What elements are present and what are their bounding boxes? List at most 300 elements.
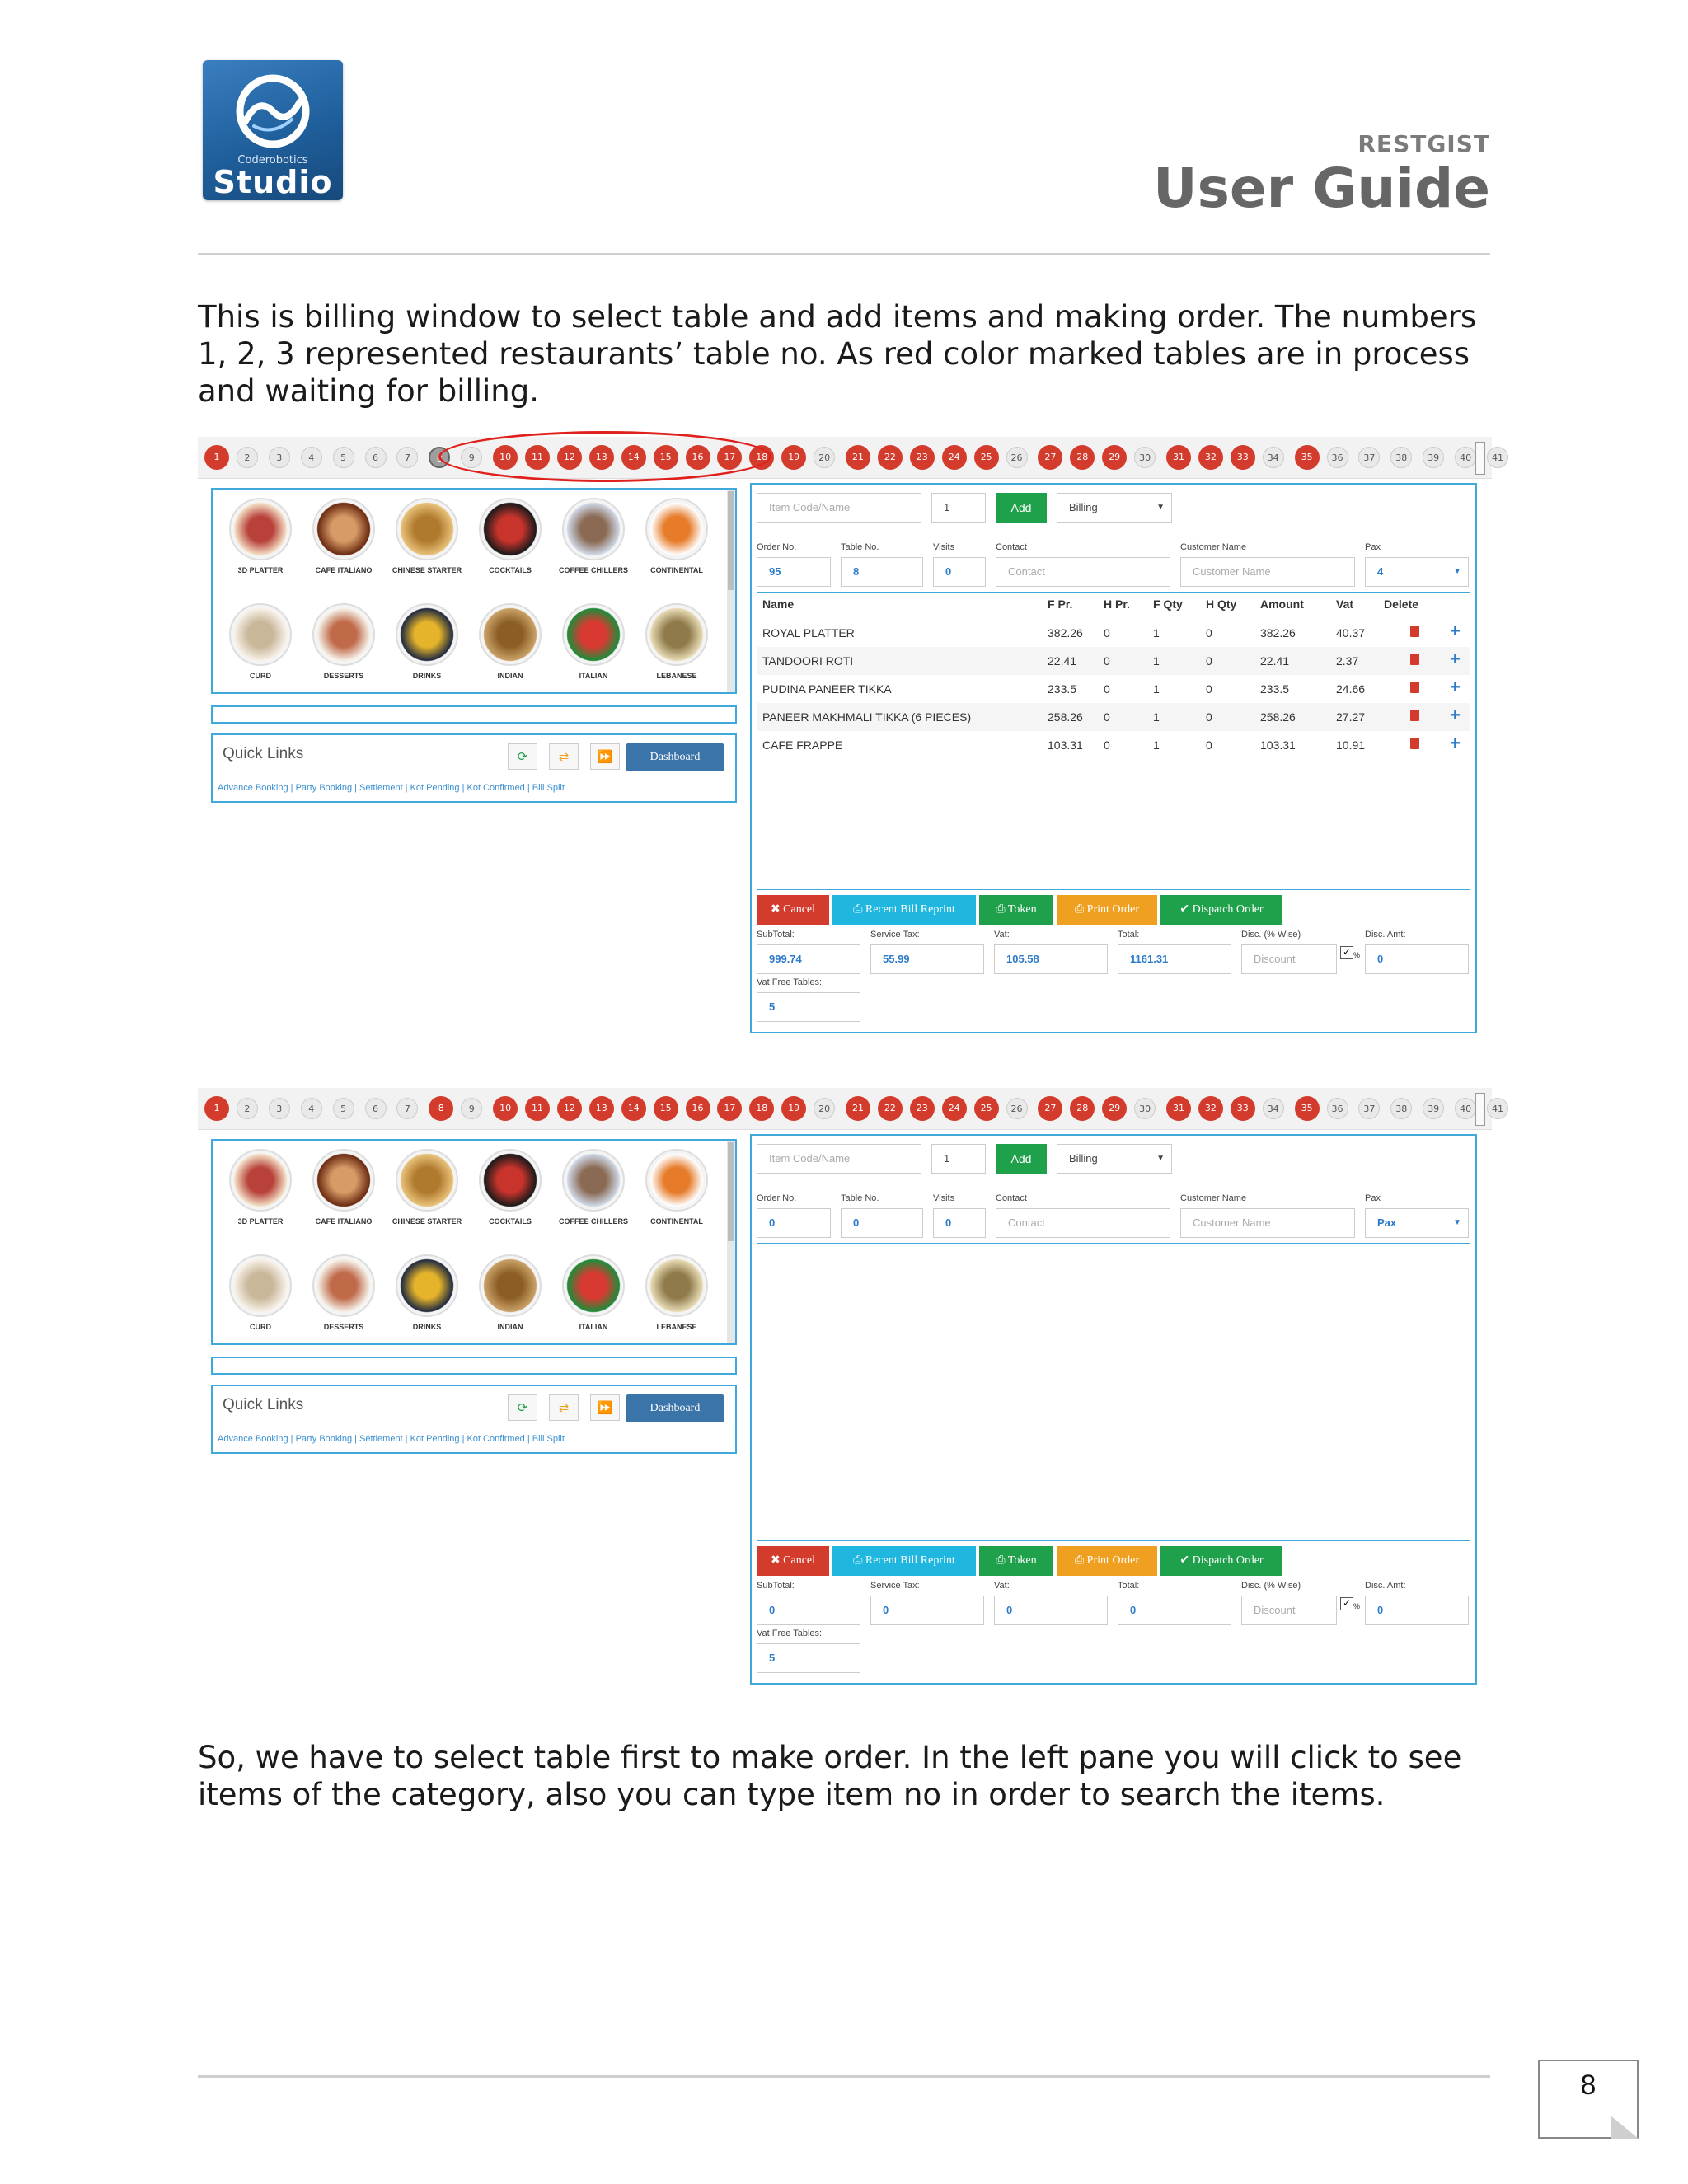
outro-paragraph: So, we have to select table first to make order. In the left pane you will click to see items of the category, also you can type item no in order to search the items.: [198, 1740, 1462, 1812]
category-tile[interactable]: [219, 598, 302, 694]
red-annotation-ring: [438, 431, 771, 482]
table-button-15[interactable]: 15: [654, 1096, 678, 1121]
table-button-8[interactable]: 8: [429, 1096, 453, 1121]
table-button-32[interactable]: 32: [1198, 445, 1223, 470]
table-button-35[interactable]: 35: [1295, 1096, 1320, 1121]
table-button-40[interactable]: 40: [1455, 447, 1476, 468]
token-button[interactable]: ⎙ Token: [979, 1546, 1053, 1576]
category-label: DESSERTS: [323, 672, 364, 680]
service-tax-field: 55.99: [870, 944, 984, 974]
table-button-11[interactable]: 11: [525, 445, 550, 470]
cell-name: PUDINA PANEER TIKKA: [762, 682, 892, 696]
table-button-18[interactable]: 18: [749, 445, 774, 470]
category-tile[interactable]: [219, 493, 302, 590]
table-button-14[interactable]: 14: [621, 445, 646, 470]
category-label: LEBANESE: [656, 672, 697, 680]
table-button-9[interactable]: 9: [461, 1098, 482, 1119]
cell-hpr: 0: [1104, 682, 1110, 696]
table-button-12[interactable]: 12: [557, 1096, 582, 1121]
coffee-cup-icon: [312, 498, 375, 560]
label-order-no: Order No.: [757, 1193, 797, 1203]
category-label: ITALIAN: [579, 672, 608, 680]
label-service-tax: Service Tax:: [870, 1581, 920, 1591]
table-button-5[interactable]: 5: [333, 1098, 354, 1119]
table-button-34[interactable]: 34: [1263, 1098, 1284, 1119]
refresh-icon[interactable]: ⟳: [508, 743, 537, 770]
label-vat: Vat:: [994, 1581, 1010, 1591]
plus-icon[interactable]: +: [1450, 621, 1461, 641]
table-button-41[interactable]: 41: [1487, 447, 1508, 468]
cell-name: ROYAL PLATTER: [762, 626, 855, 640]
cell-fpr: 233.5: [1048, 682, 1077, 696]
table-button-10[interactable]: 10: [493, 1096, 518, 1121]
cell-vat: 2.37: [1336, 654, 1359, 668]
table-button-23[interactable]: 23: [910, 445, 935, 470]
category-tile[interactable]: [552, 1144, 635, 1241]
subtotal-field: 999.74: [757, 944, 860, 974]
trash-icon[interactable]: [1410, 654, 1419, 665]
category-tile[interactable]: [469, 1249, 551, 1345]
scrollbar-thumb[interactable]: [728, 491, 734, 590]
label-service-tax: Service Tax:: [870, 930, 920, 940]
category-label: DRINKS: [412, 1323, 442, 1331]
table-button-33[interactable]: 33: [1231, 445, 1255, 470]
reprint-button[interactable]: ⎙ Recent Bill Reprint: [832, 1546, 976, 1576]
table-selector-bar: [198, 437, 1503, 479]
column-header: H Pr.: [1104, 598, 1130, 611]
category-pane: [211, 488, 737, 694]
item-search-input[interactable]: Item Code/Name: [757, 493, 921, 523]
drinks-bottles-icon: [396, 603, 458, 666]
plus-icon[interactable]: +: [1450, 649, 1461, 669]
quick-links-panel: [211, 733, 737, 803]
category-label: CAFE ITALIANO: [315, 566, 373, 574]
category-scrollbar[interactable]: [727, 490, 735, 692]
cell-hqty: 0: [1206, 626, 1212, 640]
table-button-9[interactable]: 9: [461, 447, 482, 468]
category-items-pane: [211, 1357, 737, 1375]
table-button-6[interactable]: 6: [365, 1098, 387, 1119]
category-tile[interactable]: [635, 1144, 718, 1241]
percent-sign: %: [1353, 951, 1361, 959]
quick-links-list[interactable]: Advance Booking | Party Booking | Settlement | Kot Pending | Kot Confirmed | Bill Split: [218, 1434, 565, 1444]
dashboard-button[interactable]: [626, 1394, 724, 1422]
column-header: H Qty: [1206, 598, 1237, 611]
order-pane: [750, 483, 1477, 1033]
label-vat-free: Vat Free Tables:: [757, 977, 823, 987]
table-button-5[interactable]: 5: [333, 447, 354, 468]
order-no-field[interactable]: 0: [757, 1208, 831, 1238]
category-label: COFFEE CHILLERS: [558, 1217, 628, 1226]
cell-amount: 382.26: [1260, 626, 1296, 640]
discount-amount-field[interactable]: 0: [1365, 1596, 1469, 1625]
table-button-21[interactable]: 21: [846, 445, 870, 470]
table-button-28[interactable]: 28: [1070, 1096, 1095, 1121]
column-header: F Pr.: [1048, 598, 1073, 611]
cell-fpr: 22.41: [1048, 654, 1077, 668]
table-button-22[interactable]: 22: [878, 1096, 903, 1121]
reprint-button[interactable]: ⎙ Recent Bill Reprint: [832, 895, 976, 925]
contact-field[interactable]: Contact: [996, 1208, 1170, 1238]
cloud-logo-icon: [221, 72, 325, 151]
company-logo: [203, 60, 343, 200]
table-button-13[interactable]: 13: [589, 445, 614, 470]
fast-forward-icon[interactable]: ⏩: [590, 1394, 620, 1421]
dashboard-button[interactable]: [626, 743, 724, 771]
cell-fqty: 1: [1153, 654, 1160, 668]
print-order-button[interactable]: ⎙ Print Order: [1057, 1546, 1157, 1576]
coffee-cup-icon: [312, 1149, 375, 1212]
plus-icon[interactable]: +: [1450, 705, 1461, 725]
platter-food-icon: [229, 1149, 292, 1212]
category-label: CURD: [250, 1323, 271, 1331]
billing-mode-select[interactable]: [1057, 1144, 1172, 1174]
category-label: CAFE ITALIANO: [315, 1217, 373, 1226]
table-button-38[interactable]: 38: [1390, 447, 1412, 468]
table-button-17[interactable]: 17: [717, 1096, 742, 1121]
visits-field[interactable]: 0: [933, 557, 986, 587]
category-tile[interactable]: [386, 493, 468, 590]
table-button-16[interactable]: 16: [686, 445, 710, 470]
column-header: Vat: [1336, 598, 1354, 611]
table-button-24[interactable]: 24: [942, 445, 967, 470]
order-items-table: [757, 1243, 1470, 1541]
table-button-1[interactable]: 1: [204, 445, 229, 470]
tables-scrollbar[interactable]: [1475, 442, 1485, 475]
label-customer-name: Customer Name: [1180, 1193, 1247, 1203]
category-tile[interactable]: [552, 1249, 635, 1345]
dispatch-button[interactable]: ✔ Dispatch Order: [1160, 895, 1282, 925]
table-button-21[interactable]: 21: [846, 1096, 870, 1121]
dashboard-label: Dashboard: [649, 751, 701, 763]
table-button-31[interactable]: 31: [1166, 445, 1191, 470]
cell-fpr: 258.26: [1048, 710, 1083, 724]
category-label: CONTINENTAL: [650, 1217, 703, 1226]
table-button-36[interactable]: 36: [1327, 1098, 1348, 1119]
table-button-30[interactable]: 30: [1134, 1098, 1156, 1119]
vat-free-tables-field[interactable]: 5: [757, 1643, 860, 1673]
table-row: [757, 619, 1470, 647]
table-button-12[interactable]: 12: [557, 445, 582, 470]
label-subtotal: SubTotal:: [757, 1581, 795, 1591]
table-button-2[interactable]: 2: [237, 447, 258, 468]
item-search-input[interactable]: Item Code/Name: [757, 1144, 921, 1174]
plus-icon[interactable]: +: [1450, 733, 1461, 753]
table-button-14[interactable]: 14: [621, 1096, 646, 1121]
order-items-table: [757, 592, 1470, 890]
label-total: Total:: [1118, 1581, 1140, 1591]
table-button-20[interactable]: 20: [814, 447, 835, 468]
cell-vat: 10.91: [1336, 738, 1366, 752]
table-button-26[interactable]: 26: [1006, 447, 1028, 468]
dispatch-button[interactable]: ✔ Dispatch Order: [1160, 1546, 1282, 1576]
dashboard-label: Dashboard: [649, 1402, 701, 1414]
brand-name: RESTGIST: [1357, 130, 1490, 157]
table-button-36[interactable]: 36: [1327, 447, 1348, 468]
table-button-4[interactable]: 4: [301, 447, 322, 468]
table-button-13[interactable]: 13: [589, 1096, 614, 1121]
cell-amount: 233.5: [1260, 682, 1290, 696]
table-button-10[interactable]: 10: [493, 445, 518, 470]
billing-mode-select[interactable]: [1057, 493, 1172, 523]
label-vat: Vat:: [994, 930, 1010, 940]
column-header: F Qty: [1153, 598, 1183, 611]
spring-rolls-icon: [396, 1149, 458, 1212]
percent-checkbox[interactable]: ✓: [1340, 1597, 1353, 1610]
table-button-8[interactable]: 8: [429, 447, 450, 468]
total-field: 1161.31: [1118, 944, 1231, 974]
table-button-27[interactable]: 27: [1038, 1096, 1062, 1121]
trash-icon[interactable]: [1410, 710, 1419, 721]
spring-rolls-icon: [396, 498, 458, 560]
category-label: 3D PLATTER: [237, 1217, 284, 1226]
cell-amount: 103.31: [1260, 738, 1296, 752]
label-disc-wise: Disc. (% Wise): [1241, 930, 1301, 940]
category-tile[interactable]: [386, 1144, 468, 1241]
total-field: 0: [1118, 1596, 1231, 1625]
tables-scrollbar[interactable]: [1475, 1093, 1485, 1126]
chevron-down-icon: ▼: [1453, 1218, 1461, 1227]
category-items-pane: [211, 705, 737, 724]
table-button-38[interactable]: 38: [1390, 1098, 1412, 1119]
salad-plate-icon: [645, 1149, 708, 1212]
category-label: INDIAN: [497, 672, 523, 680]
table-button-29[interactable]: 29: [1102, 445, 1127, 470]
category-tile[interactable]: [469, 1144, 551, 1241]
customer-name-field[interactable]: Customer Name: [1180, 1208, 1355, 1238]
drinks-bottles-icon: [396, 1254, 458, 1317]
label-visits: Visits: [933, 542, 955, 552]
table-button-22[interactable]: 22: [878, 445, 903, 470]
logo-small-text: Coderobotics: [237, 154, 308, 166]
fast-forward-icon[interactable]: ⏩: [590, 743, 620, 770]
category-tile[interactable]: [635, 598, 718, 694]
cell-vat: 24.66: [1336, 682, 1366, 696]
category-label: 3D PLATTER: [237, 566, 284, 574]
table-button-41[interactable]: 41: [1487, 1098, 1508, 1119]
label-contact: Contact: [996, 1193, 1027, 1203]
token-button[interactable]: ⎙ Token: [979, 895, 1053, 925]
table-button-31[interactable]: 31: [1166, 1096, 1191, 1121]
contact-field[interactable]: Contact: [996, 557, 1170, 587]
label-table-no: Table No.: [841, 542, 879, 552]
print-order-button[interactable]: ⎙ Print Order: [1057, 895, 1157, 925]
label-pax: Pax: [1365, 1193, 1381, 1203]
table-button-35[interactable]: 35: [1295, 445, 1320, 470]
table-button-39[interactable]: 39: [1423, 447, 1444, 468]
cell-fqty: 1: [1153, 710, 1160, 724]
table-row: [757, 731, 1470, 759]
table-button-18[interactable]: 18: [749, 1096, 774, 1121]
customer-name-field[interactable]: Customer Name: [1180, 557, 1355, 587]
cell-fqty: 1: [1153, 738, 1160, 752]
plus-icon[interactable]: +: [1450, 677, 1461, 697]
page-number: 8: [1580, 2069, 1597, 2101]
table-button-23[interactable]: 23: [910, 1096, 935, 1121]
cancel-button[interactable]: ✖ Cancel: [757, 1546, 829, 1576]
table-no-field[interactable]: 0: [841, 1208, 923, 1238]
indian-curry-icon: [479, 603, 542, 666]
table-button-34[interactable]: 34: [1263, 447, 1284, 468]
category-label: DRINKS: [412, 672, 442, 680]
cell-hqty: 0: [1206, 654, 1212, 668]
iced-coffee-icon: [562, 498, 625, 560]
table-button-32[interactable]: 32: [1198, 1096, 1223, 1121]
table-button-15[interactable]: 15: [654, 445, 678, 470]
category-tile[interactable]: [635, 1249, 718, 1345]
table-no-field[interactable]: 8: [841, 557, 923, 587]
table-button-29[interactable]: 29: [1102, 1096, 1127, 1121]
table-button-17[interactable]: 17: [717, 445, 742, 470]
label-order-no: Order No.: [757, 542, 797, 552]
cell-fqty: 1: [1153, 682, 1160, 696]
table-button-20[interactable]: 20: [814, 1098, 835, 1119]
vat-field: 105.58: [994, 944, 1108, 974]
category-label: INDIAN: [497, 1323, 523, 1331]
table-button-37[interactable]: 37: [1358, 1098, 1380, 1119]
scrollbar-thumb[interactable]: [728, 1142, 734, 1241]
indian-curry-icon: [479, 1254, 542, 1317]
category-scrollbar[interactable]: [727, 1141, 735, 1343]
category-pane: [211, 1139, 737, 1345]
swap-icon[interactable]: ⇄: [549, 1394, 579, 1421]
cell-name: TANDOORI ROTI: [762, 654, 854, 668]
column-header: Amount: [1260, 598, 1304, 611]
category-label: COFFEE CHILLERS: [558, 566, 628, 574]
label-vat-free: Vat Free Tables:: [757, 1629, 823, 1638]
category-tile[interactable]: [386, 1249, 468, 1345]
category-label: DESSERTS: [323, 1323, 364, 1331]
table-button-33[interactable]: 33: [1231, 1096, 1255, 1121]
category-label: CONTINENTAL: [650, 566, 703, 574]
quantity-input[interactable]: 1: [931, 1144, 986, 1174]
category-tile[interactable]: [219, 1249, 302, 1345]
pax-select[interactable]: [1365, 557, 1469, 587]
trash-icon[interactable]: [1410, 626, 1419, 637]
table-button-19[interactable]: 19: [781, 445, 806, 470]
category-label: COCKTAILS: [489, 566, 532, 574]
category-label: LEBANESE: [656, 1323, 697, 1331]
quantity-input[interactable]: 1: [931, 493, 986, 523]
cell-fpr: 382.26: [1048, 626, 1083, 640]
billing-mode-value: Billing: [1069, 1152, 1098, 1165]
quick-links-title: Quick Links: [223, 745, 304, 762]
category-tile[interactable]: [552, 493, 635, 590]
cell-name: PANEER MAKHMALI TIKKA (6 PIECES): [762, 710, 972, 724]
category-tile[interactable]: [386, 598, 468, 694]
visits-field[interactable]: 0: [933, 1208, 986, 1238]
discount-field[interactable]: Discount: [1241, 944, 1337, 974]
category-tile[interactable]: [635, 493, 718, 590]
table-button-3[interactable]: 3: [269, 447, 290, 468]
label-pax: Pax: [1365, 542, 1381, 552]
trash-icon[interactable]: [1410, 682, 1419, 693]
table-button-6[interactable]: 6: [365, 447, 387, 468]
lebanese-platter-icon: [645, 1254, 708, 1317]
service-tax-field: 0: [870, 1596, 984, 1625]
billing-window-screenshot-2: [198, 1088, 1503, 1685]
table-button-39[interactable]: 39: [1423, 1098, 1444, 1119]
category-tile[interactable]: [302, 493, 385, 590]
table-button-28[interactable]: 28: [1070, 445, 1095, 470]
category-tile[interactable]: [302, 1249, 385, 1345]
table-button-7[interactable]: 7: [396, 1098, 418, 1119]
pax-select[interactable]: [1365, 1208, 1469, 1238]
table-button-30[interactable]: 30: [1134, 447, 1156, 468]
table-button-11[interactable]: 11: [525, 1096, 550, 1121]
table-button-40[interactable]: 40: [1455, 1098, 1476, 1119]
cancel-button[interactable]: ✖ Cancel: [757, 895, 829, 925]
label-visits: Visits: [933, 1193, 955, 1203]
cell-vat: 27.27: [1336, 710, 1366, 724]
column-header: Delete: [1384, 598, 1419, 611]
category-tile[interactable]: [302, 598, 385, 694]
category-tile[interactable]: [469, 493, 551, 590]
vat-free-tables-field[interactable]: 5: [757, 992, 860, 1022]
billing-mode-value: Billing: [1069, 501, 1098, 513]
curd-bowl-icon: [229, 603, 292, 666]
trash-icon[interactable]: [1410, 738, 1419, 749]
category-label: CURD: [250, 672, 271, 680]
percent-checkbox[interactable]: ✓: [1340, 946, 1353, 959]
table-button-25[interactable]: 25: [974, 1096, 999, 1121]
category-tile[interactable]: [302, 1144, 385, 1241]
table-button-2[interactable]: 2: [237, 1098, 258, 1119]
platter-food-icon: [229, 498, 292, 560]
table-button-7[interactable]: 7: [396, 447, 418, 468]
italian-flag-food-icon: [562, 603, 625, 666]
table-button-3[interactable]: 3: [269, 1098, 290, 1119]
cocktail-glasses-icon: [479, 1149, 542, 1212]
swap-icon[interactable]: ⇄: [549, 743, 579, 770]
italian-flag-food-icon: [562, 1254, 625, 1317]
order-no-field[interactable]: 95: [757, 557, 831, 587]
table-button-25[interactable]: 25: [974, 445, 999, 470]
refresh-icon[interactable]: ⟳: [508, 1394, 537, 1421]
table-button-4[interactable]: 4: [301, 1098, 322, 1119]
cell-hqty: 0: [1206, 738, 1212, 752]
category-tile[interactable]: [552, 598, 635, 694]
salad-plate-icon: [645, 498, 708, 560]
table-button-19[interactable]: 19: [781, 1096, 806, 1121]
table-button-16[interactable]: 16: [686, 1096, 710, 1121]
chevron-down-icon: ▼: [1156, 503, 1165, 512]
order-pane: [750, 1134, 1477, 1685]
table-button-27[interactable]: 27: [1038, 445, 1062, 470]
page-title: User Guide: [1153, 157, 1490, 220]
quick-links-panel: [211, 1385, 737, 1454]
quick-links-list[interactable]: Advance Booking | Party Booking | Settlement | Kot Pending | Kot Confirmed | Bill Split: [218, 783, 565, 793]
category-label: CHINESE STARTER: [392, 566, 462, 574]
table-button-26[interactable]: 26: [1006, 1098, 1028, 1119]
category-tile[interactable]: [219, 1144, 302, 1241]
table-button-37[interactable]: 37: [1358, 447, 1380, 468]
category-tile[interactable]: [469, 598, 551, 694]
table-button-24[interactable]: 24: [942, 1096, 967, 1121]
add-item-button[interactable]: Add: [996, 1144, 1047, 1174]
lebanese-platter-icon: [645, 603, 708, 666]
discount-field[interactable]: Discount: [1241, 1596, 1337, 1625]
vat-field: 0: [994, 1596, 1108, 1625]
add-item-button[interactable]: Add: [996, 493, 1047, 523]
cocktail-glasses-icon: [479, 498, 542, 560]
percent-sign: %: [1353, 1602, 1361, 1610]
discount-amount-field[interactable]: 0: [1365, 944, 1469, 974]
pax-value: Pax: [1377, 1216, 1397, 1229]
desserts-plate-icon: [312, 1254, 375, 1317]
table-row: [757, 647, 1470, 675]
table-button-1[interactable]: 1: [204, 1096, 229, 1121]
